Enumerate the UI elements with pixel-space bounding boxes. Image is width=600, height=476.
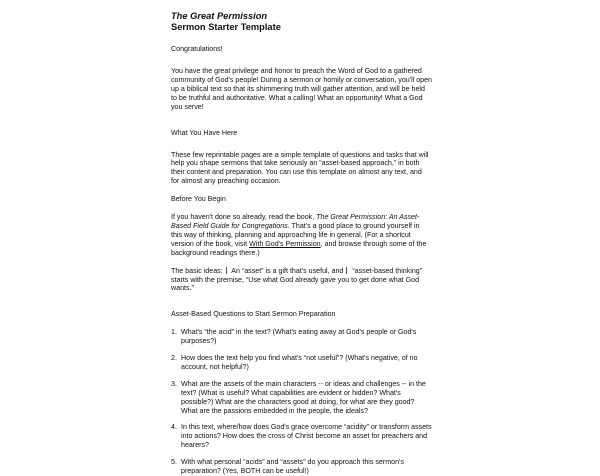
basic-ideas-text-3: “asset-based thinking” starts with the premise, “Use what God already gave you to get done what God wants.”: [171, 266, 423, 293]
item-text: What are the assets of the main characters -- or ideas and challenges -- in the text? (What is useful? What capabilities are evident or hidden? What's possible?) What are the characters good at doing, for what are they good? What are the passions embedded in the people, the ideals?: [181, 379, 426, 415]
item-text: In this text, where/how does God's grace overcome “acidity” or transform assets into actions? How does the cross of Christ become an asset for preachers and hearers?: [181, 423, 432, 450]
title-line-2: Sermon Starter Template: [171, 21, 281, 32]
item-number: 2.: [171, 354, 177, 363]
item-number: 3.: [171, 379, 177, 388]
basic-ideas-text-1: The basic ideas:: [171, 266, 225, 275]
with-gods-permission-link[interactable]: With God's Permission: [249, 239, 321, 248]
section-heading-questions: Asset-Based Questions to Start Sermon Preparation: [171, 310, 336, 319]
item-number: 1.: [171, 328, 177, 337]
title-line-1: The Great Permission: [171, 11, 268, 21]
item-number: 5.: [171, 458, 177, 467]
bullet-marker-icon: [346, 267, 349, 274]
item-text: What's “the acid” in the text? (What's eating away at God's people or God's purposes?): [181, 328, 417, 346]
section-heading-what-you-have: What You Have Here: [171, 128, 238, 137]
document-title: [171, 11, 432, 32]
before-text-2: . That's a good place to ground yourself in this way of thinking, planning and approaching life in general. (For a shortcut version of the book, visit: [171, 221, 420, 248]
greeting: Congratulations!: [171, 45, 223, 54]
before-text-3: , and browse through some of the background readings there.): [171, 239, 427, 257]
list-item: [171, 458, 432, 476]
item-text: With what personal “acids” and “assets” do you approach this sermon's preparation? (Yes, BOTH can be useful!): [181, 458, 404, 476]
bullet-marker-icon: [226, 267, 229, 274]
list-item: [171, 328, 432, 346]
list-item: [171, 354, 432, 372]
intro-paragraph: You have the great privilege and honor to preach the Word of God to a gathered community of God's people! During a sermon or homily or conversation, you'll open up a biblical text so that its shimmering truth will gather attention, and will be held to be truthful and authoritative. What a calling! What an opportunity! What a God you serve!: [171, 67, 432, 111]
book-title: The Great Permission: An Asset-Based Field Guide for Congregations: [171, 213, 420, 230]
questions-list: [171, 328, 432, 476]
basic-ideas-text-2: An “asset” is a gift that's useful, and: [229, 266, 346, 275]
item-number: 4.: [171, 423, 177, 432]
list-item: [171, 380, 432, 416]
basic-ideas-paragraph: [171, 267, 432, 294]
list-item: [171, 423, 432, 450]
item-text: How does the text help you find what's “not useful”? (What's negative, of no account, not helpful?): [181, 354, 418, 371]
before-text-1: If you haven't done so already, read the book,: [171, 213, 317, 222]
before-you-begin-paragraph: [171, 213, 432, 258]
section-heading-before-you-begin: Before You Begin: [171, 195, 226, 204]
what-you-have-paragraph: These few reprintable pages are a simple template of questions and tasks that will help you shape sermons that take seriously an “asset-based approach,” in both their content and preparation. You can use this template on almost any text, and for almost any preaching occasion.: [171, 150, 429, 186]
